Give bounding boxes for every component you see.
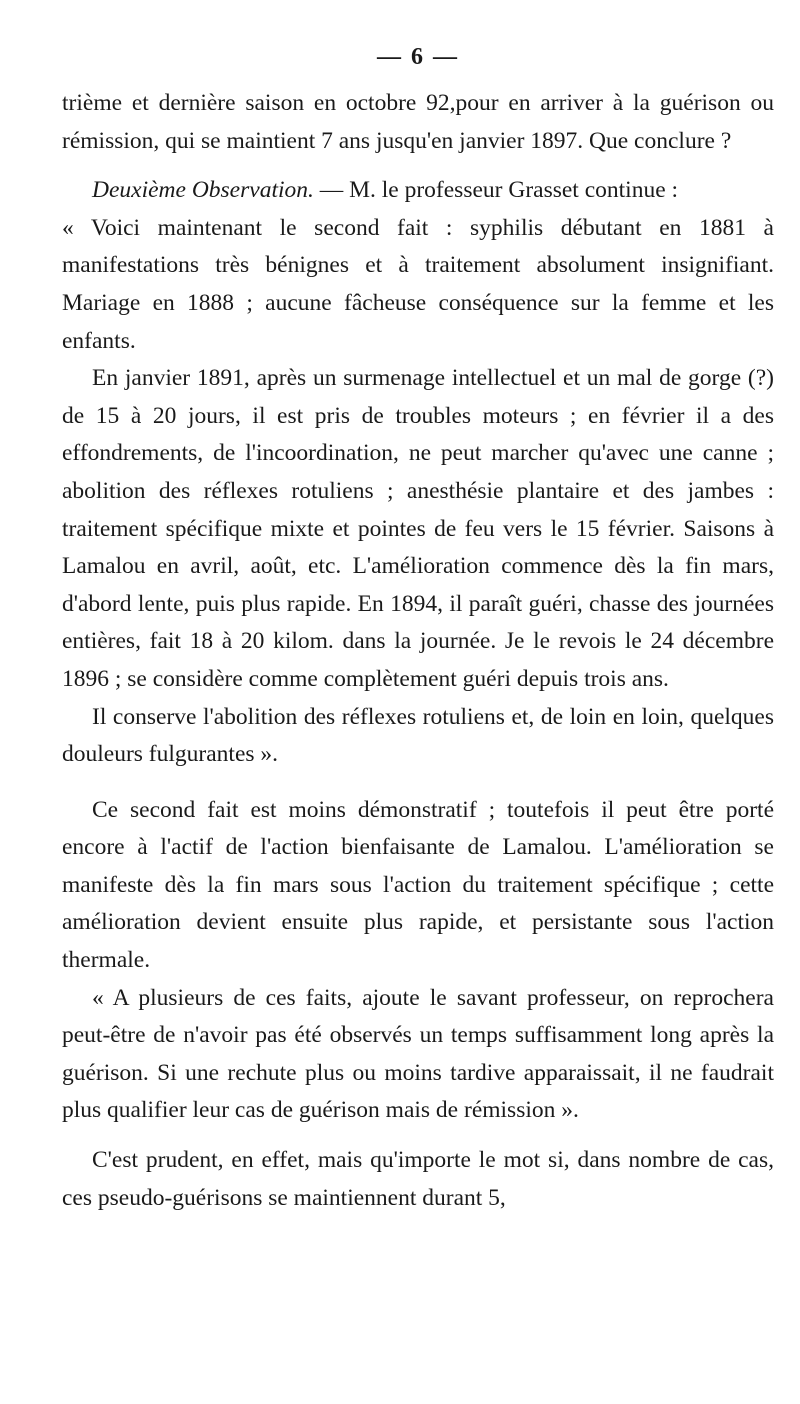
paragraph-7: C'est prudent, en effet, mais qu'importe le mot si, dans nombre de cas, ces pseudo-guérisons se maintiennent durant 5, — [62, 1147, 774, 1211]
observation-intro-line — [62, 172, 774, 210]
observation-intro: — M. le professeur Grasset continue : — [313, 177, 679, 204]
paragraph-4: Il conserve l'abolition des réflexes rotuliens et, de loin en loin, quelques douleurs fulgurantes ». — [62, 703, 774, 768]
paragraph-2: « Voici maintenant le second fait : syphilis débutant en 1881 à manifestations très bénignes et à traitement absolument insignifiant. Mariage en 1888 ; aucune fâcheuse conséquence sur la femme et les enfants. — [62, 214, 774, 354]
page-number: — 6 — — [377, 44, 459, 70]
paragraph-3: En janvier 1891, après un surmenage intellectuel et un mal de gorge (?) de 15 à 20 jours, il est pris de troubles moteurs ; en février il a des effondrements, de l'incoordination, ne peut marcher qu'avec une canne ; abolition des réflexes rotuliens ; anesthésie plantaire et des jambes : traitement spécifique mixte et pointes de feu vers le 15 février. Saisons à Lamalou en avril, août, etc. L'amélioration commence dès la fin mars, d'abord lente, puis plus rapide. En 1894, il paraît guéri, chasse des journées entières, fait 18 à 20 kilom. dans la journée. Je le revois le 24 décembre 1896 ; se considère comme complètement guéri depuis trois ans. — [62, 365, 774, 692]
observation-heading: Deuxième Observation. — [92, 177, 314, 204]
paragraph-6: « A plusieurs de ces faits, ajoute le savant professeur, on reprochera peut-être de n'avoir pas été observés un temps suffisamment long après la guérison. Si une rechute plus ou moins tardive apparaissait, il ne faudrait plus qualifier leur cas de guérison mais de rémission ». — [62, 984, 774, 1124]
book-page — [62, 44, 774, 1217]
paragraph-1: trième et dernière saison en octobre 92,pour en arriver à la guérison ou rémission, qui se maintient 7 ans jusqu'en janvier 1897. Que conclure ? — [62, 90, 774, 154]
paragraph-5: Ce second fait est moins démonstratif ; toutefois il peut être porté encore à l'actif de l'action bienfaisante de Lamalou. L'amélioration se manifeste dès la fin mars sous l'action du traitement spécifique ; cette amélioration devient ensuite plus rapide, et persistante sous l'action thermale. — [62, 796, 774, 974]
